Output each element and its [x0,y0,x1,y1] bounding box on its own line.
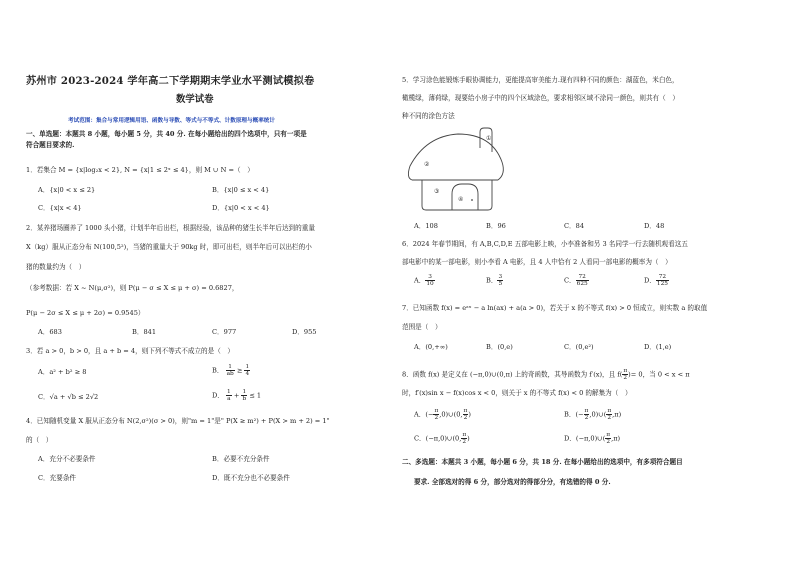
q1-option-d: D．{x|0 < x < 4} [212,204,270,212]
q2-option-a: A．683 [38,328,62,336]
section1-heading-cont: 符合题目要求的. [26,141,75,149]
region-1-label: ① [486,135,492,142]
q2-line1: 2．某养猪场圈养了 1000 头小猪，计划半年后出栏，根据经验，该品种的猪生长半年后达到的重量 [26,224,315,232]
q7-line1: 7．已知函数 f(x) = eᵃˣ − a ln(ax) + a(a > 0)，若关于 x 的不等式 f(x) > 0 恒成立，则实数 a 的取值 [402,304,708,312]
q6-line2: 部电影中的某一部电影，则小李看 A 电影，且 4 人中恰有 2 人看同一部电影的概率为（ ） [402,258,672,266]
q5-option-d: D．48 [644,222,665,230]
section2-heading-cont: 要求. 全部选对的得 6 分，部分选对的得部分分，有选错的得 0 分. [414,478,611,486]
exam-scope: 考试范围：集合与常用逻辑用语、函数与导数、等式与不等式、计数原理与概率统计 [68,118,275,124]
q7-option-a: A．(0,+∞) [414,343,448,351]
q4-option-c: C．充要条件 [38,474,77,482]
q5-option-a: A．108 [414,222,438,230]
q3-stem: 3．若 a > 0，b > 0，且 a + b = 4，则下列不等式不成立的是（ ） [26,347,235,355]
q1-option-c: C．{x|x < 4} [38,204,82,212]
q3-b-fraction-2: $\frac{1}{4}$ [245,364,250,378]
house-diagram [404,122,508,212]
q8-option-c: C．(−π,0)∪(0, $\frac{\pi}{2}$ ) [414,432,470,446]
q5-option-c: C．84 [564,222,585,230]
house-door [452,184,478,210]
q4-option-d: D．既不充分也不必要条件 [212,474,290,482]
left-column [26,0,398,561]
q3-b-fraction-1: $\frac{1}{ab}$ [226,364,234,378]
q3-d-fraction-1: $\frac{1}{a}$ [227,389,231,403]
section2-heading: 二、多选题：本题共 3 小题，每小题 6 分，共 18 分. 在每小题给出的选项中，有多项符合题目 [402,458,683,466]
q2-reference-1: （参考数据：若 X ~ N(μ,σ²)，则 P(μ − σ ≤ X ≤ μ + σ) = 0.6827， [26,284,239,292]
q8-line1: 8．函数 f(x) 是定义在 (−π,0)∪(0,π) 上的奇函数，其导函数为 f′(x)，且 f( $\frac{\pi}{2}$ )= 0，当 0 < x < π [402,368,690,382]
q6-option-d: D． $\frac{72}{125}$ [644,274,668,288]
q2-option-b: B．841 [132,328,157,336]
q2-line3: 猪的数量约为（ ） [26,263,86,271]
q1-option-b: B．{x|0 ≤ x < 4} [212,186,270,194]
q3-option-d: D． $\frac{1}{a}$ + $\frac{1}{b}$ ≤ 1 [212,389,262,403]
region-2-label: ② [424,161,430,168]
q4-option-a: A．充分不必要条件 [38,455,96,463]
q1-option-a: A．{x|0 < x ≤ 2} [38,186,96,194]
q8-option-a: A．(− $\frac{\pi}{2}$ ,0)∪(0, $\frac{\pi}{2}$ ) [414,408,471,422]
q3-option-c: C．√a + √b ≤ 2√2 [38,393,99,401]
right-column [400,0,772,561]
page-title: 苏州市 2023-2024 学年高二下学期期末学业水平测试模拟卷 [26,75,315,87]
q6-option-c: C． $\frac{72}{625}$ [564,274,588,288]
q7-line2: 范围是（ ） [402,323,442,331]
page-subtitle: 数学试卷 [176,94,214,105]
q4-option-b: B．必要不充分条件 [212,455,270,463]
q5-option-b: B．96 [486,222,506,230]
q2-option-c: C．977 [212,328,237,336]
q2-reference-2: P(μ − 2σ ≤ X ≤ μ + 2σ) = 0.9545） [26,309,145,317]
q3-option-b: B． $\frac{1}{ab}$ ≥ $\frac{1}{4}$ [212,364,250,378]
q6-option-a: A． $\frac{3}{10}$ [414,274,434,288]
q1-stem: 1．若集合 M = {x|log₂x < 2}, N = {x|1 ≤ 2ˣ ≤ 4}，则 M ∪ N =（ ） [26,166,254,174]
q7-option-b: B．(0,e) [486,343,513,351]
q3-d-fraction-2: $\frac{1}{b}$ [242,389,247,403]
q2-line2: X（kg）服从正态分布 N(100,5²)，当猪的重量大于 90kg 时，即可出栏，则半年后可以出栏的小 [26,243,312,251]
q8-option-d: D．(−π,0)∪( $\frac{\pi}{2}$ ,π) [564,432,621,446]
q5-line2: 橄榄绿，薄荷绿，现要给小房子中的四个区域涂色，要求相邻区域不涂同一颜色，则共有（ ） [402,94,679,102]
q8-option-b: B．(− $\frac{\pi}{2}$ ,0)∪( $\frac{\pi}{2}$ ,π) [564,408,622,422]
q4-line1: 4．已知随机变量 X 服从正态分布 N(2,σ²)(σ > 0)，则"m = 1"是" P(X ≥ m²) + P(X > m + 2) = 1" [26,417,330,425]
q8-line2: 时，f′(x)sin x − f(x)cos x < 0，则关于 x 的不等式 f(x) < 0 的解集为（ ） [402,389,632,397]
q5-line1: 5．学习涂色能锻炼手眼协调能力，更能提高审美能力.现有四种不同的颜色：湖蓝色，米白色， [402,76,679,84]
q5-line3: 种不同的涂色方法 [402,112,455,120]
q2-option-d: D．955 [292,328,317,336]
section1-heading: 一、单选题：本题共 8 小题，每小题 5 分，共 40 分. 在每小题给出的四个选项中，只有一项是 [26,130,307,138]
q7-option-c: C．(0,e²) [564,343,594,351]
q6-line1: 6．2024 年春节期间，有 A,B,C,D,E 五部电影上映，小李准备和另 3 名同学一行去随机观看这五 [402,240,688,248]
q3-option-a: A．a² + b² ≥ 8 [38,368,87,376]
q7-option-d: D．(1,e) [644,343,672,351]
q4-line2: 的（ ） [26,436,53,444]
region-4-label: ④ [458,196,464,203]
q6-option-b: B． $\frac{3}{5}$ [486,274,503,288]
region-3-label: ③ [434,188,440,195]
